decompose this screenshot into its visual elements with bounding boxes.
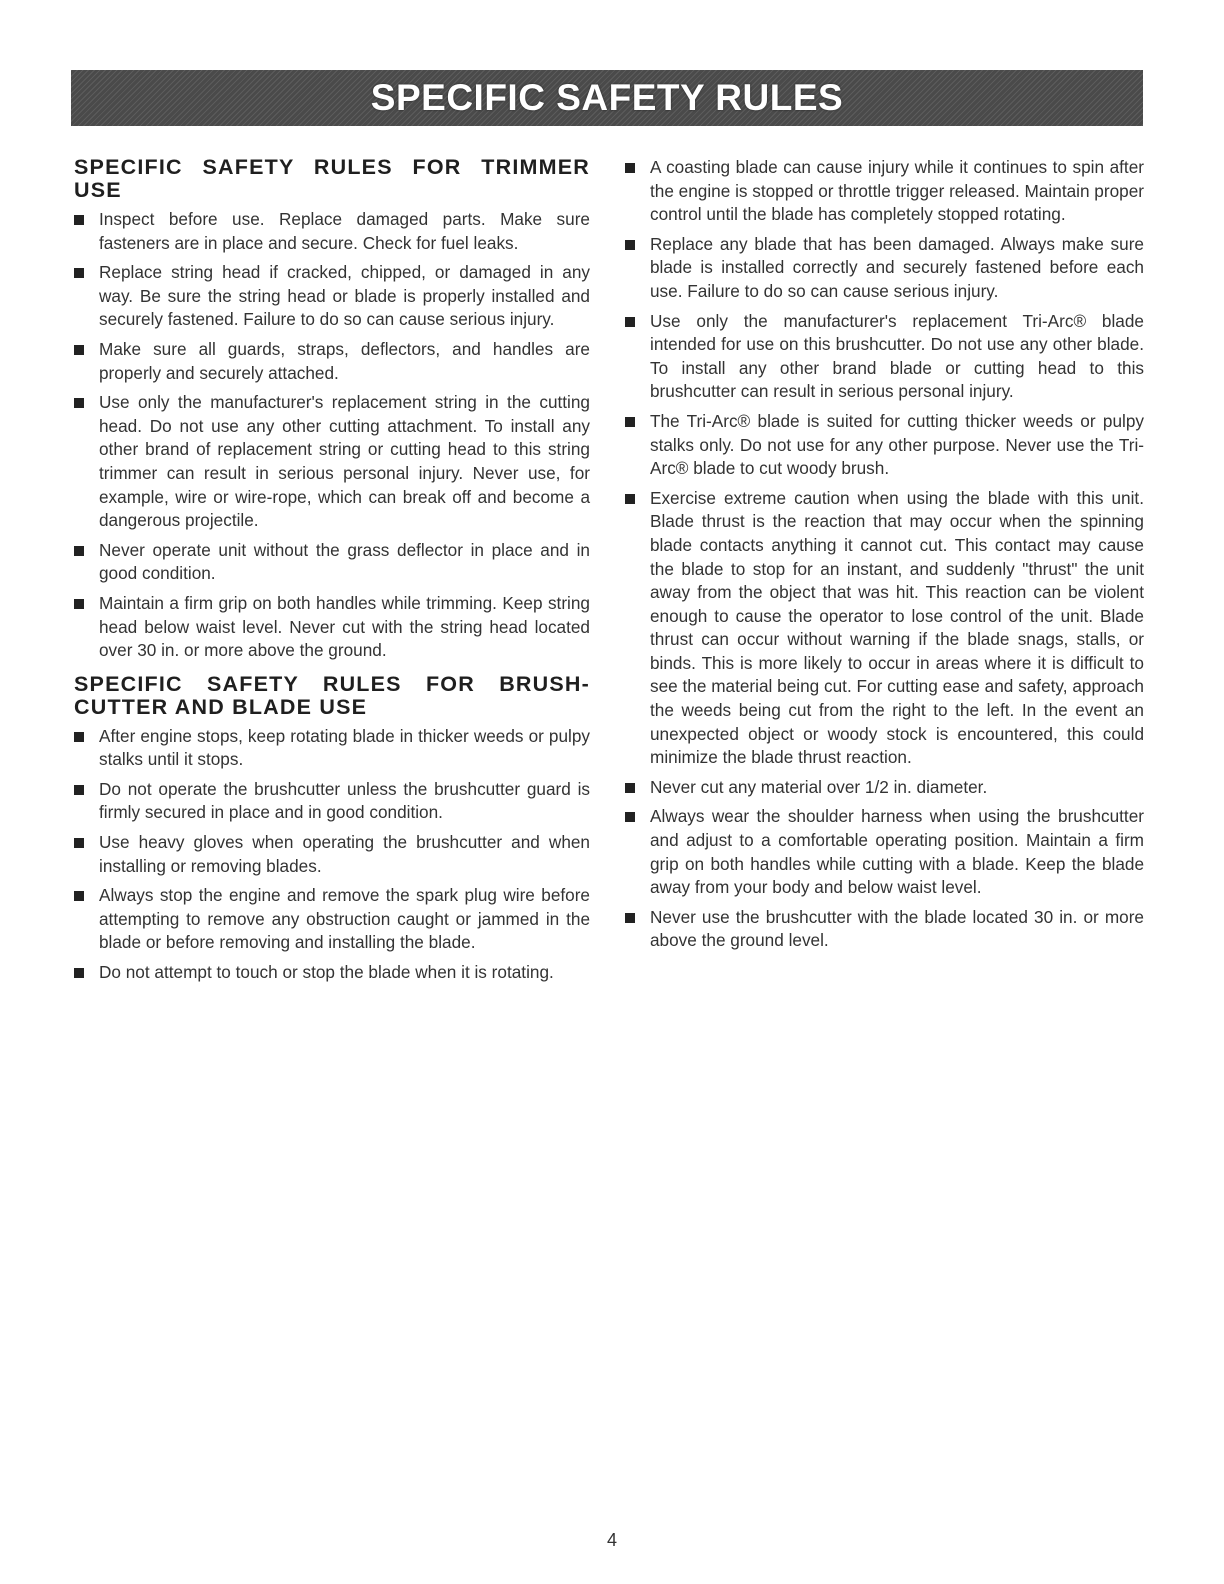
left-column <box>74 156 590 991</box>
square-bullet-icon <box>74 345 84 355</box>
square-bullet-icon <box>625 494 635 504</box>
square-bullet-icon <box>74 398 84 408</box>
square-bullet-icon <box>74 968 84 978</box>
rule-text: Never operate unit without the grass deflector in place and in good condition. <box>99 539 590 584</box>
rule-text: The Tri-Arc® blade is suited for cutting thicker weeds or pulpy stalks only. Do not use for any other purpose. Never use the Tri-Arc® blade to cut woody brush. <box>650 410 1144 479</box>
list-item <box>625 776 1144 800</box>
rule-text: Inspect before use. Replace damaged parts. Make sure fasteners are in place and secure. Check for fuel leaks. <box>99 209 590 253</box>
square-bullet-icon <box>625 417 635 427</box>
rule-text: Use heavy gloves when operating the brushcutter and when installing or removing blades. <box>99 832 590 876</box>
list-item <box>74 261 590 332</box>
rule-text: Never use the brushcutter with the blade located 30 in. or more above the ground level. <box>650 906 1144 951</box>
list-item <box>74 592 590 663</box>
trimmer-rules-list <box>74 208 590 663</box>
rule-text: Exercise extreme caution when using the blade with this unit. Blade thrust is the reaction that may occur when the spinning blade contacts anything it cannot cut. This contact may cause the blade to stop for an instant, and suddenly "thrust" the unit away from the object that was hit. This reaction can be violent enough to cause the operator to lose control of the unit. Blade thrust can occur without warning if the blade snags, stalls, or binds. This is more likely to occur in areas where it is difficult to see the material being cut. For cutting ease and safety, approach the weeds being cut from the right to the left. In the event an unexpected object or woody stock is encountered, this could minimize the blade thrust reaction. <box>650 487 1144 768</box>
blade-rules-list <box>625 156 1144 953</box>
title-banner <box>71 70 1143 126</box>
list-item <box>625 410 1144 481</box>
list-item <box>74 208 590 255</box>
rule-text: A coasting blade can cause injury while it continues to spin after the engine is stopped or throttle trigger released. Maintain proper control until the blade has completely stopped rotating. <box>650 157 1144 225</box>
list-item <box>74 778 590 825</box>
list-item <box>625 805 1144 899</box>
rule-text: Always stop the engine and remove the spark plug wire before attempting to remove any obstruction caught or jammed in the blade or before removing and installing the blade. <box>99 885 590 953</box>
square-bullet-icon <box>74 215 84 225</box>
rule-text: Do not attempt to touch or stop the blade when it is rotating. <box>99 962 554 983</box>
square-bullet-icon <box>74 599 84 609</box>
list-item <box>74 391 590 533</box>
square-bullet-icon <box>74 785 84 795</box>
page-number: 4 <box>606 1530 617 1550</box>
square-bullet-icon <box>625 317 635 327</box>
rule-text: Do not operate the brushcutter unless the brushcutter guard is firmly secured in place and in good condition. <box>99 778 590 823</box>
brushcutter-rules-list <box>74 725 590 985</box>
rule-text: Maintain a firm grip on both handles while trimming. Keep string head below waist level. Never cut with the string head located over 30 in. or more above the ground. <box>99 592 590 661</box>
list-item <box>625 906 1144 953</box>
square-bullet-icon <box>625 783 635 793</box>
list-item <box>74 884 590 955</box>
list-item <box>74 338 590 385</box>
rule-text: Use only the manufacturer's replacement string in the cutting head. Do not use any other cutting attachment. To install any other brand of replacement string or cutting head to this string trimmer can result in serious personal injury. Never use, for example, wire or wire-rope, which can break off and become a dangerous projectile. <box>99 392 590 531</box>
square-bullet-icon <box>74 268 84 278</box>
rule-text: Never cut any material over 1/2 in. diameter. <box>650 776 988 797</box>
list-item <box>74 831 590 878</box>
list-item <box>625 233 1144 304</box>
rule-text: Replace string head if cracked, chipped, or damaged in any way. Be sure the string head or blade is properly installed and securely fastened. Failure to do so can cause serious injury. <box>99 262 590 330</box>
rule-text: Replace any blade that has been damaged. Always make sure blade is installed correctly and securely fastened before each use. Failure to do so can cause serious injury. <box>650 233 1144 301</box>
square-bullet-icon <box>625 163 635 173</box>
rule-text: Make sure all guards, straps, deflectors, and handles are properly and securely attached. <box>99 338 590 383</box>
square-bullet-icon <box>625 913 635 923</box>
square-bullet-icon <box>74 732 84 742</box>
list-item <box>625 487 1144 770</box>
list-item <box>625 310 1144 404</box>
brushcutter-section-heading: SPECIFIC SAFETY RULES FOR BRUSH-CUTTER AND BLADE USE <box>74 671 590 719</box>
list-item <box>74 961 590 985</box>
square-bullet-icon <box>74 546 84 556</box>
square-bullet-icon <box>625 240 635 250</box>
square-bullet-icon <box>74 891 84 901</box>
trimmer-section-heading: SPECIFIC SAFETY RULES FOR TRIMMER USE <box>74 155 590 202</box>
rule-text: Use only the manufacturer's replacement Tri-Arc® blade intended for use on this brushcutter. Do not use any other blade. To install any other brand blade or cutting head to this brushcutter can result in serious personal injury. <box>650 310 1144 402</box>
rule-text: After engine stops, keep rotating blade in thicker weeds or pulpy stalks until it stops. <box>99 725 590 770</box>
list-item <box>74 539 590 586</box>
right-column <box>625 156 1144 959</box>
list-item <box>74 725 590 772</box>
square-bullet-icon <box>74 838 84 848</box>
list-item <box>625 156 1144 227</box>
page-title: SPECIFIC SAFETY RULES <box>370 77 844 118</box>
square-bullet-icon <box>625 812 635 822</box>
rule-text: Always wear the shoulder harness when using the brushcutter and adjust to a comfortable operating position. Maintain a firm grip on both handles while cutting with a blade. Keep the blade away from your body and below waist level. <box>650 806 1144 898</box>
